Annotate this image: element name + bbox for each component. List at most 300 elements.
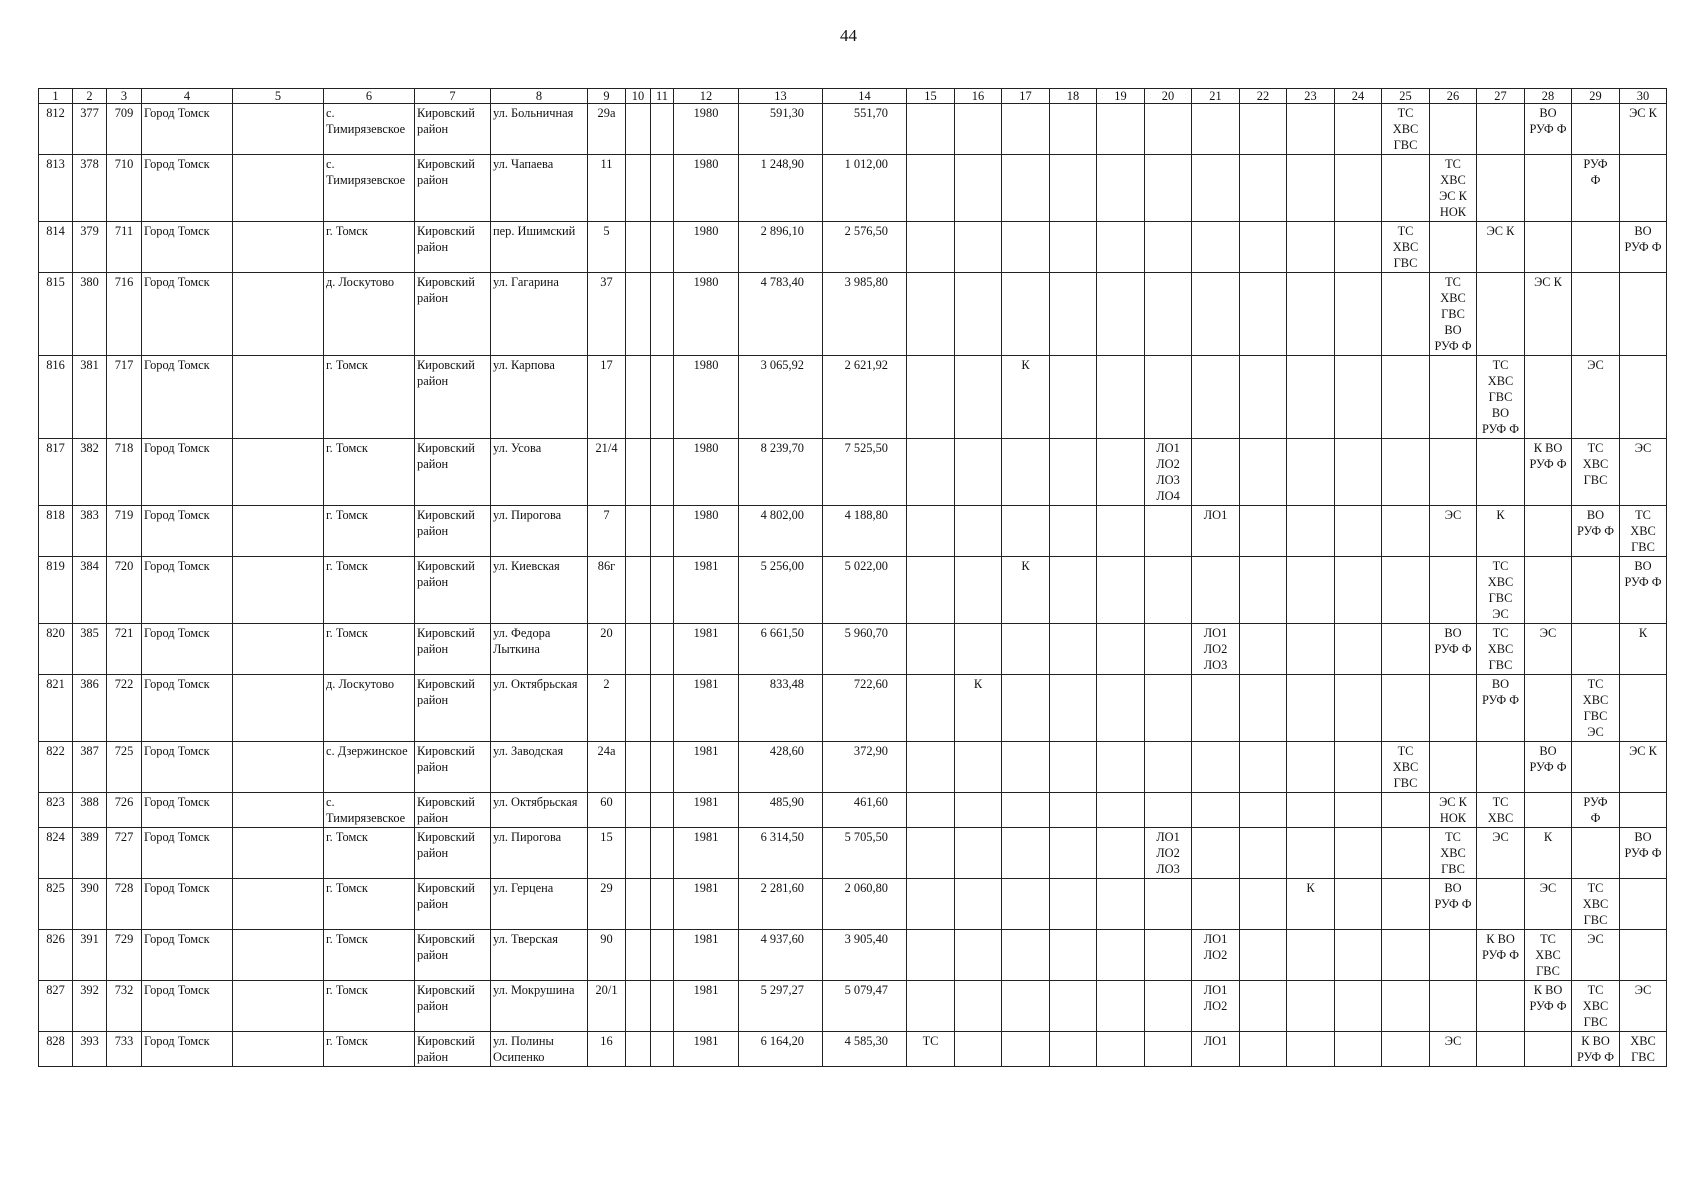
cell-col-4: Город Томск: [142, 793, 233, 828]
cell-col-25: [1382, 155, 1430, 222]
cell-col-15: [907, 273, 955, 356]
cell-col-22: [1240, 104, 1287, 155]
cell-col-18: [1050, 828, 1097, 879]
cell-col-4: Город Томск: [142, 675, 233, 742]
cell-col-19: [1097, 981, 1145, 1032]
cell-col-27: [1477, 742, 1525, 793]
cell-col-29: ТС ХВС ГВС: [1572, 981, 1620, 1032]
cell-col-7: Кировский район: [415, 793, 491, 828]
cell-col-4: Город Томск: [142, 506, 233, 557]
cell-col-6: с. Тимирязевское: [324, 104, 415, 155]
cell-col-10: [626, 742, 651, 793]
cell-col-22: [1240, 273, 1287, 356]
cell-col-24: [1335, 930, 1382, 981]
cell-col-22: [1240, 557, 1287, 624]
cell-col-12: 1980: [674, 222, 739, 273]
cell-col-14: 722,60: [823, 675, 907, 742]
cell-col-8: ул. Герцена: [491, 879, 588, 930]
cell-col-2: 393: [73, 1032, 107, 1067]
cell-col-29: [1572, 828, 1620, 879]
cell-col-19: [1097, 439, 1145, 506]
cell-col-18: [1050, 742, 1097, 793]
cell-col-16: [955, 793, 1002, 828]
cell-col-9: 90: [588, 930, 626, 981]
cell-col-24: [1335, 1032, 1382, 1067]
cell-col-28: [1525, 155, 1572, 222]
cell-col-11: [651, 222, 674, 273]
cell-col-22: [1240, 1032, 1287, 1067]
cell-col-18: [1050, 1032, 1097, 1067]
cell-col-24: [1335, 104, 1382, 155]
cell-col-6: г. Томск: [324, 879, 415, 930]
cell-col-8: ул. Больничная: [491, 104, 588, 155]
cell-col-29: ТС ХВС ГВС: [1572, 879, 1620, 930]
cell-col-14: 4 188,80: [823, 506, 907, 557]
cell-col-9: 16: [588, 1032, 626, 1067]
cell-col-4: Город Томск: [142, 155, 233, 222]
cell-col-23: [1287, 624, 1335, 675]
cell-col-14: 5 022,00: [823, 557, 907, 624]
cell-col-17: [1002, 879, 1050, 930]
cell-col-28: ЭС: [1525, 879, 1572, 930]
cell-col-23: [1287, 981, 1335, 1032]
cell-col-24: [1335, 981, 1382, 1032]
cell-col-13: 833,48: [739, 675, 823, 742]
cell-col-25: ТС ХВС ГВС: [1382, 222, 1430, 273]
cell-col-10: [626, 624, 651, 675]
cell-col-15: [907, 155, 955, 222]
cell-col-14: 2 060,80: [823, 879, 907, 930]
cell-col-6: г. Томск: [324, 557, 415, 624]
cell-col-18: [1050, 557, 1097, 624]
cell-col-26: ТС ХВС ЭС К НОК: [1430, 155, 1477, 222]
column-header-10: 10: [626, 89, 651, 104]
cell-col-24: [1335, 624, 1382, 675]
cell-col-26: [1430, 675, 1477, 742]
cell-col-20: [1145, 1032, 1192, 1067]
cell-col-25: [1382, 793, 1430, 828]
cell-col-21: [1192, 793, 1240, 828]
cell-col-11: [651, 981, 674, 1032]
cell-col-21: ЛО1 ЛО2: [1192, 930, 1240, 981]
cell-col-5: [233, 742, 324, 793]
cell-col-25: [1382, 675, 1430, 742]
cell-col-5: [233, 624, 324, 675]
cell-col-9: 20/1: [588, 981, 626, 1032]
column-number-row: [39, 89, 1667, 104]
cell-col-1: 813: [39, 155, 73, 222]
cell-col-25: [1382, 624, 1430, 675]
column-header-26: 26: [1430, 89, 1477, 104]
column-header-6: 6: [324, 89, 415, 104]
cell-col-12: 1980: [674, 506, 739, 557]
cell-col-23: К: [1287, 879, 1335, 930]
cell-col-6: д. Лоскутово: [324, 675, 415, 742]
cell-col-10: [626, 506, 651, 557]
cell-col-27: [1477, 155, 1525, 222]
cell-col-7: Кировский район: [415, 222, 491, 273]
cell-col-19: [1097, 675, 1145, 742]
cell-col-22: [1240, 506, 1287, 557]
column-header-2: 2: [73, 89, 107, 104]
cell-col-4: Город Томск: [142, 439, 233, 506]
cell-col-1: 826: [39, 930, 73, 981]
cell-col-30: ЭС К: [1620, 104, 1667, 155]
cell-col-7: Кировский район: [415, 1032, 491, 1067]
cell-col-3: 728: [107, 879, 142, 930]
cell-col-7: Кировский район: [415, 879, 491, 930]
cell-col-7: Кировский район: [415, 557, 491, 624]
cell-col-25: [1382, 506, 1430, 557]
column-header-25: 25: [1382, 89, 1430, 104]
cell-col-3: 709: [107, 104, 142, 155]
cell-col-28: [1525, 1032, 1572, 1067]
cell-col-25: [1382, 439, 1430, 506]
cell-col-14: 5 960,70: [823, 624, 907, 675]
cell-col-27: [1477, 273, 1525, 356]
cell-col-29: [1572, 557, 1620, 624]
cell-col-14: 3 905,40: [823, 930, 907, 981]
cell-col-2: 387: [73, 742, 107, 793]
cell-col-12: 1981: [674, 981, 739, 1032]
cell-col-11: [651, 356, 674, 439]
cell-col-24: [1335, 155, 1382, 222]
cell-col-28: [1525, 793, 1572, 828]
cell-col-25: ТС ХВС ГВС: [1382, 742, 1430, 793]
cell-col-24: [1335, 557, 1382, 624]
cell-col-10: [626, 879, 651, 930]
cell-col-4: Город Томск: [142, 879, 233, 930]
cell-col-2: 385: [73, 624, 107, 675]
cell-col-4: Город Томск: [142, 981, 233, 1032]
cell-col-9: 2: [588, 675, 626, 742]
cell-col-17: [1002, 1032, 1050, 1067]
cell-col-25: ТС ХВС ГВС: [1382, 104, 1430, 155]
cell-col-25: [1382, 273, 1430, 356]
cell-col-24: [1335, 222, 1382, 273]
cell-col-8: ул. Чапаева: [491, 155, 588, 222]
cell-col-18: [1050, 273, 1097, 356]
cell-col-10: [626, 439, 651, 506]
housing-register-table: [38, 88, 1667, 1067]
cell-col-9: 15: [588, 828, 626, 879]
cell-col-17: [1002, 439, 1050, 506]
cell-col-21: [1192, 742, 1240, 793]
cell-col-13: 4 783,40: [739, 273, 823, 356]
cell-col-20: [1145, 742, 1192, 793]
cell-col-27: К: [1477, 506, 1525, 557]
cell-col-29: ТС ХВС ГВС ЭС: [1572, 675, 1620, 742]
cell-col-28: ВО РУФ Ф: [1525, 104, 1572, 155]
cell-col-25: [1382, 356, 1430, 439]
cell-col-18: [1050, 222, 1097, 273]
cell-col-11: [651, 879, 674, 930]
cell-col-11: [651, 557, 674, 624]
cell-col-17: [1002, 104, 1050, 155]
cell-col-8: ул. Федора Лыткина: [491, 624, 588, 675]
cell-col-21: [1192, 439, 1240, 506]
cell-col-3: 716: [107, 273, 142, 356]
cell-col-26: ВО РУФ Ф: [1430, 879, 1477, 930]
cell-col-16: [955, 1032, 1002, 1067]
cell-col-15: [907, 879, 955, 930]
cell-col-7: Кировский район: [415, 742, 491, 793]
cell-col-17: К: [1002, 356, 1050, 439]
cell-col-19: [1097, 506, 1145, 557]
cell-col-23: [1287, 742, 1335, 793]
cell-col-21: ЛО1 ЛО2: [1192, 981, 1240, 1032]
cell-col-19: [1097, 930, 1145, 981]
cell-col-28: ЭС К: [1525, 273, 1572, 356]
cell-col-2: 378: [73, 155, 107, 222]
cell-col-14: 5 705,50: [823, 828, 907, 879]
cell-col-21: [1192, 104, 1240, 155]
cell-col-8: ул. Заводская: [491, 742, 588, 793]
cell-col-12: 1981: [674, 930, 739, 981]
cell-col-6: г. Томск: [324, 828, 415, 879]
column-header-14: 14: [823, 89, 907, 104]
table-row: [39, 624, 1667, 675]
cell-col-14: 3 985,80: [823, 273, 907, 356]
cell-col-26: [1430, 356, 1477, 439]
cell-col-29: [1572, 104, 1620, 155]
cell-col-14: 551,70: [823, 104, 907, 155]
cell-col-2: 384: [73, 557, 107, 624]
cell-col-24: [1335, 793, 1382, 828]
cell-col-12: 1981: [674, 624, 739, 675]
cell-col-17: [1002, 624, 1050, 675]
cell-col-16: [955, 439, 1002, 506]
cell-col-30: ВО РУФ Ф: [1620, 222, 1667, 273]
cell-col-1: 818: [39, 506, 73, 557]
cell-col-19: [1097, 155, 1145, 222]
cell-col-15: ТС: [907, 1032, 955, 1067]
table-row: [39, 356, 1667, 439]
cell-col-19: [1097, 104, 1145, 155]
cell-col-18: [1050, 930, 1097, 981]
cell-col-8: пер. Ишимский: [491, 222, 588, 273]
cell-col-9: 5: [588, 222, 626, 273]
cell-col-9: 7: [588, 506, 626, 557]
cell-col-6: г. Томск: [324, 981, 415, 1032]
cell-col-4: Город Томск: [142, 104, 233, 155]
cell-col-16: [955, 981, 1002, 1032]
cell-col-20: [1145, 557, 1192, 624]
cell-col-22: [1240, 675, 1287, 742]
cell-col-8: ул. Гагарина: [491, 273, 588, 356]
cell-col-23: [1287, 104, 1335, 155]
cell-col-25: [1382, 930, 1430, 981]
cell-col-10: [626, 981, 651, 1032]
cell-col-6: д. Лоскутово: [324, 273, 415, 356]
cell-col-23: [1287, 828, 1335, 879]
cell-col-28: ЭС: [1525, 624, 1572, 675]
cell-col-20: [1145, 155, 1192, 222]
cell-col-4: Город Томск: [142, 828, 233, 879]
cell-col-15: [907, 222, 955, 273]
cell-col-11: [651, 273, 674, 356]
cell-col-29: РУФ Ф: [1572, 793, 1620, 828]
cell-col-13: 591,30: [739, 104, 823, 155]
cell-col-10: [626, 222, 651, 273]
cell-col-24: [1335, 828, 1382, 879]
page-number: 44: [840, 26, 857, 45]
cell-col-16: [955, 624, 1002, 675]
cell-col-24: [1335, 506, 1382, 557]
cell-col-27: ЭС К: [1477, 222, 1525, 273]
cell-col-7: Кировский район: [415, 439, 491, 506]
cell-col-6: г. Томск: [324, 930, 415, 981]
cell-col-30: ХВС ГВС: [1620, 1032, 1667, 1067]
column-header-4: 4: [142, 89, 233, 104]
table-row: [39, 742, 1667, 793]
cell-col-23: [1287, 557, 1335, 624]
cell-col-20: [1145, 104, 1192, 155]
column-header-17: 17: [1002, 89, 1050, 104]
cell-col-22: [1240, 793, 1287, 828]
cell-col-25: [1382, 981, 1430, 1032]
cell-col-8: ул. Октябрьская: [491, 675, 588, 742]
cell-col-22: [1240, 879, 1287, 930]
table-row: [39, 557, 1667, 624]
cell-col-28: ТС ХВС ГВС: [1525, 930, 1572, 981]
cell-col-20: [1145, 879, 1192, 930]
cell-col-20: [1145, 222, 1192, 273]
table-body: [39, 104, 1667, 1067]
cell-col-29: [1572, 742, 1620, 793]
cell-col-9: 24а: [588, 742, 626, 793]
column-header-18: 18: [1050, 89, 1097, 104]
cell-col-23: [1287, 222, 1335, 273]
cell-col-29: [1572, 222, 1620, 273]
cell-col-30: [1620, 273, 1667, 356]
cell-col-3: 718: [107, 439, 142, 506]
cell-col-29: РУФ Ф: [1572, 155, 1620, 222]
column-header-15: 15: [907, 89, 955, 104]
cell-col-5: [233, 273, 324, 356]
cell-col-13: 8 239,70: [739, 439, 823, 506]
cell-col-20: [1145, 675, 1192, 742]
cell-col-18: [1050, 356, 1097, 439]
cell-col-8: ул. Пирогова: [491, 828, 588, 879]
cell-col-13: 5 256,00: [739, 557, 823, 624]
cell-col-4: Город Томск: [142, 624, 233, 675]
cell-col-3: 727: [107, 828, 142, 879]
cell-col-6: г. Томск: [324, 439, 415, 506]
cell-col-30: ЭС: [1620, 981, 1667, 1032]
cell-col-12: 1980: [674, 155, 739, 222]
cell-col-12: 1981: [674, 675, 739, 742]
cell-col-28: [1525, 356, 1572, 439]
table-row: [39, 1032, 1667, 1067]
cell-col-13: 3 065,92: [739, 356, 823, 439]
cell-col-26: [1430, 930, 1477, 981]
cell-col-17: [1002, 155, 1050, 222]
column-header-27: 27: [1477, 89, 1525, 104]
cell-col-30: [1620, 879, 1667, 930]
cell-col-2: 383: [73, 506, 107, 557]
cell-col-5: [233, 557, 324, 624]
cell-col-2: 392: [73, 981, 107, 1032]
cell-col-25: [1382, 557, 1430, 624]
cell-col-2: 389: [73, 828, 107, 879]
cell-col-24: [1335, 742, 1382, 793]
table-row: [39, 828, 1667, 879]
cell-col-6: г. Томск: [324, 624, 415, 675]
cell-col-1: 820: [39, 624, 73, 675]
cell-col-9: 60: [588, 793, 626, 828]
cell-col-28: К: [1525, 828, 1572, 879]
cell-col-27: [1477, 1032, 1525, 1067]
cell-col-16: [955, 222, 1002, 273]
cell-col-30: [1620, 930, 1667, 981]
cell-col-15: [907, 981, 955, 1032]
cell-col-24: [1335, 675, 1382, 742]
cell-col-5: [233, 439, 324, 506]
column-header-29: 29: [1572, 89, 1620, 104]
cell-col-30: ЭС: [1620, 439, 1667, 506]
cell-col-16: [955, 506, 1002, 557]
cell-col-13: 4 802,00: [739, 506, 823, 557]
cell-col-15: [907, 439, 955, 506]
table-row: [39, 273, 1667, 356]
column-header-20: 20: [1145, 89, 1192, 104]
cell-col-24: [1335, 356, 1382, 439]
cell-col-23: [1287, 793, 1335, 828]
cell-col-5: [233, 155, 324, 222]
cell-col-2: 379: [73, 222, 107, 273]
cell-col-14: 461,60: [823, 793, 907, 828]
cell-col-3: 719: [107, 506, 142, 557]
cell-col-1: 815: [39, 273, 73, 356]
cell-col-19: [1097, 624, 1145, 675]
cell-col-28: К ВО РУФ Ф: [1525, 439, 1572, 506]
cell-col-23: [1287, 155, 1335, 222]
cell-col-27: ЭС: [1477, 828, 1525, 879]
cell-col-1: 812: [39, 104, 73, 155]
cell-col-24: [1335, 879, 1382, 930]
cell-col-28: ВО РУФ Ф: [1525, 742, 1572, 793]
column-header-19: 19: [1097, 89, 1145, 104]
cell-col-1: 824: [39, 828, 73, 879]
cell-col-22: [1240, 222, 1287, 273]
cell-col-20: ЛО1 ЛО2 ЛО3: [1145, 828, 1192, 879]
cell-col-3: 726: [107, 793, 142, 828]
cell-col-23: [1287, 273, 1335, 356]
cell-col-29: К ВО РУФ Ф: [1572, 1032, 1620, 1067]
cell-col-4: Город Томск: [142, 222, 233, 273]
cell-col-9: 29: [588, 879, 626, 930]
cell-col-27: ВО РУФ Ф: [1477, 675, 1525, 742]
cell-col-18: [1050, 981, 1097, 1032]
cell-col-26: ВО РУФ Ф: [1430, 624, 1477, 675]
cell-col-22: [1240, 624, 1287, 675]
cell-col-12: 1980: [674, 104, 739, 155]
cell-col-27: ТС ХВС ГВС ЭС: [1477, 557, 1525, 624]
column-header-30: 30: [1620, 89, 1667, 104]
cell-col-4: Город Томск: [142, 930, 233, 981]
cell-col-7: Кировский район: [415, 981, 491, 1032]
cell-col-5: [233, 930, 324, 981]
cell-col-1: 823: [39, 793, 73, 828]
cell-col-11: [651, 439, 674, 506]
cell-col-3: 733: [107, 1032, 142, 1067]
cell-col-26: [1430, 981, 1477, 1032]
cell-col-12: 1981: [674, 742, 739, 793]
cell-col-6: с. Тимирязевское: [324, 793, 415, 828]
cell-col-3: 729: [107, 930, 142, 981]
cell-col-27: [1477, 439, 1525, 506]
